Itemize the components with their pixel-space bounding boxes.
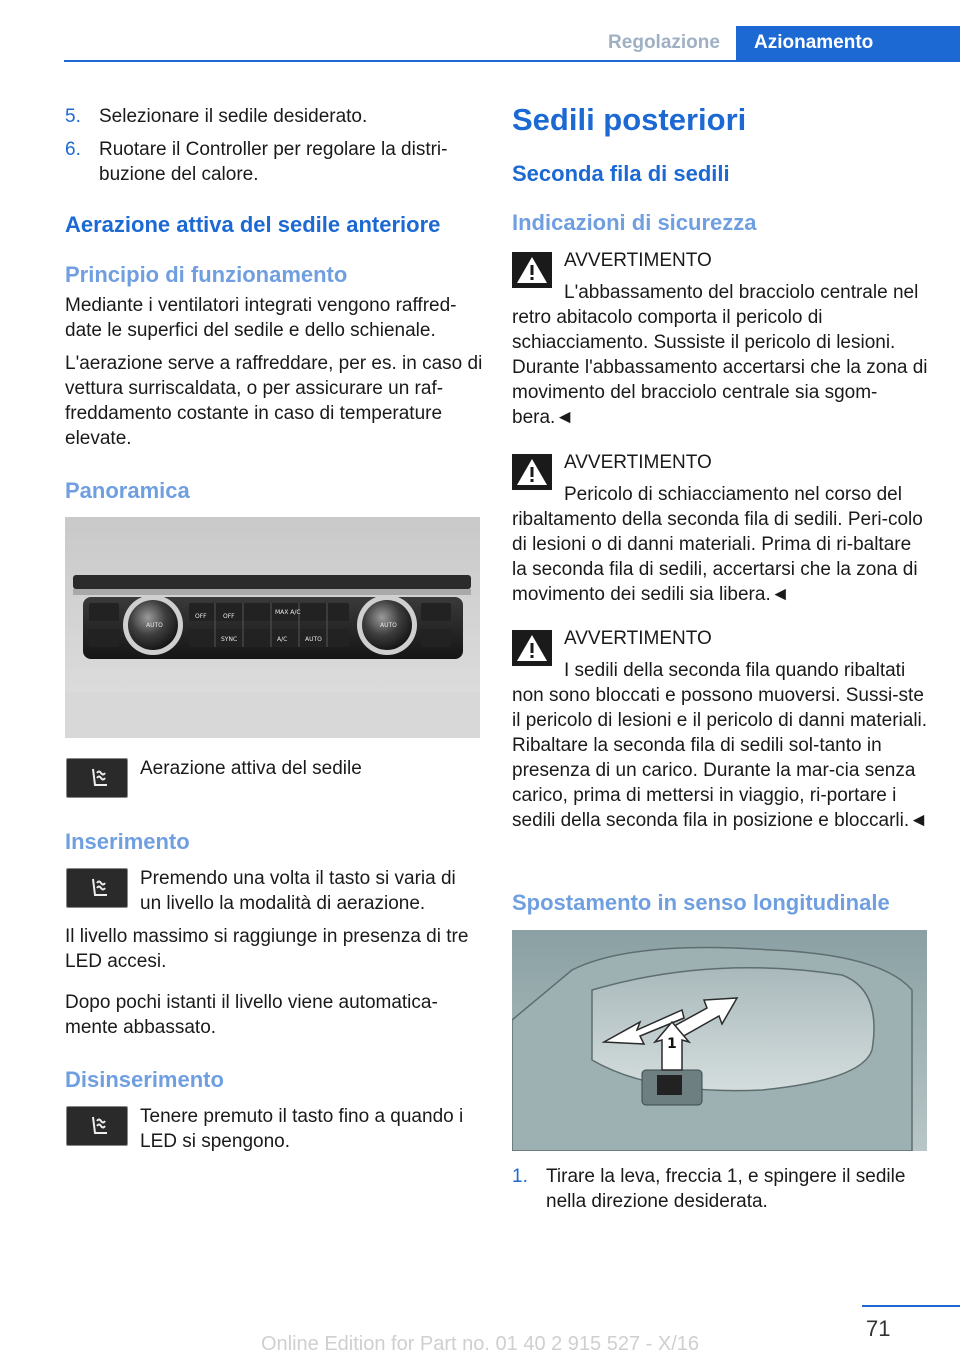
list-number: 5. [65, 106, 81, 127]
list-item [65, 104, 481, 129]
list-number: 1. [512, 1166, 528, 1187]
footer-rule [862, 1305, 960, 1307]
right-list [512, 1164, 930, 1216]
warning-title: AVVERTIMENTO [564, 250, 712, 271]
panel-label: MAX A/C [275, 609, 301, 616]
text-inserimento: Premendo una volta il tasto si varia di un livello la modalità di aerazione. [140, 868, 456, 914]
tab-regolazione[interactable]: Regolazione [608, 32, 720, 53]
text-disinserimento: Tenere premuto il tasto fino a quando i LED si spengono. [140, 1106, 464, 1152]
seat-ventilation-icon [66, 868, 128, 908]
panel-label: AUTO [305, 636, 322, 643]
rear-seat-image [512, 930, 927, 1151]
panel-label: OFF [195, 613, 207, 620]
panel-label: SYNC [221, 636, 238, 643]
climate-panel-image [65, 517, 480, 738]
arrow-label: 1 [667, 1036, 677, 1052]
warning-title: AVVERTIMENTO [564, 452, 712, 473]
text-livello: Il livello massimo si raggiunge in presenza di tre LED accesi. [65, 926, 469, 972]
heading-seconda-fila: Seconda fila di sedili [512, 161, 730, 186]
heading-spostamento: Spostamento in senso longitudinale [512, 890, 890, 915]
text-principio-2: L'aerazione serve a raffreddare, per es. in caso di vettura surriscaldata, o per assicurare un raf‐freddamento costante in caso di temperature elevate. [65, 353, 483, 449]
page-number: 71 [866, 1316, 891, 1341]
list-item [512, 1164, 930, 1214]
heading-inserimento: Inserimento [65, 829, 190, 854]
heading-sedili-posteriori: Sedili posteriori [512, 102, 747, 137]
heading-aerazione: Aerazione attiva del sedile anteriore [65, 212, 441, 237]
warning-text: Pericolo di schiacciamento nel corso del ribaltamento della seconda fila di sedili. Peri‐colo di lesioni o di danni materiali. Prima di ri‐baltare la seconda fila di sedili, accertarsi che la zona di movimento dei sedili sia libera.◄ [512, 484, 923, 605]
list-text: Selezionare il sedile desiderato. [99, 106, 368, 127]
heading-disinserimento: Disinserimento [65, 1067, 224, 1092]
warning-text: L'abbassamento del bracciolo centrale nel retro abitacolo comporta il pericolo di schiacciamento. Sussiste il pericolo di lesioni. Durante l'abbassamento accertarsi che la zona di movimento del bracciolo centrale sia sgom‐bera.◄ [512, 282, 928, 428]
panel-label: AUTO [380, 622, 397, 629]
seat-ventilation-icon [66, 1106, 128, 1146]
icon-caption: Aerazione attiva del sedile [140, 758, 362, 779]
header-rule [64, 60, 960, 62]
footer-edition: Online Edition for Part no. 01 40 2 915 527 - X/16 [260, 1333, 700, 1355]
seat-ventilation-icon [66, 758, 128, 798]
text-pochi-istanti: Dopo pochi istanti il livello viene automatica‐mente abbassato. [65, 992, 438, 1038]
list-number: 6. [65, 139, 81, 160]
heading-sicurezza: Indicazioni di sicurezza [512, 210, 757, 235]
text-principio-1: Mediante i ventilatori integrati vengono raffred‐date le superfici del sedile e dello schienale. [65, 295, 457, 341]
heading-principio: Principio di funzionamento [65, 262, 348, 287]
panel-label: AUTO [146, 622, 163, 629]
list-item [65, 137, 481, 187]
heading-panoramica: Panoramica [65, 478, 190, 503]
panel-label: OFF [223, 613, 235, 620]
warning-text: I sedili della seconda fila quando ribaltati non sono bloccati e possono muoversi. Sussi‐ste il pericolo di lesioni e il pericolo di danni materiali. Ribaltare la seconda fila di sedili sol‐tanto in presenza di un carico. Durante la mar‐cia senza carico, prima di mettersi in viaggio, ri‐portare i sedili della seconda fila in posizione e bloccarli.◄ [512, 660, 928, 831]
warning-title: AVVERTIMENTO [564, 628, 712, 649]
paragraph-principio [65, 293, 483, 451]
panel-label: A/C [277, 636, 288, 643]
list-text: Ruotare il Controller per regolare la distri‐buzione del calore. [99, 139, 448, 185]
left-column [65, 104, 481, 189]
list-text: Tirare la leva, freccia 1, e spingere il sedile nella direzione desiderata. [546, 1166, 906, 1212]
tab-azionamento[interactable]: Azionamento [736, 26, 960, 62]
